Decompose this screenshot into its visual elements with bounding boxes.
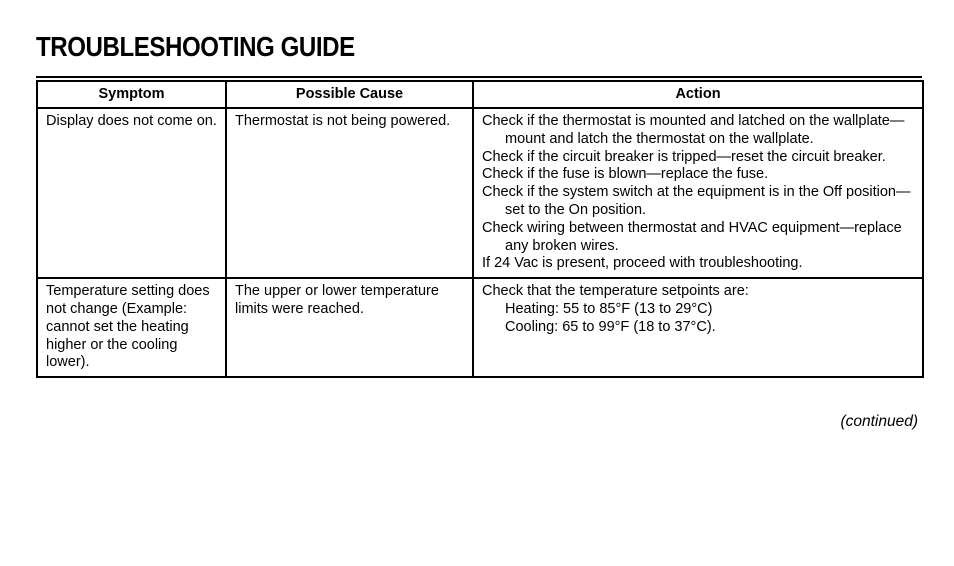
action-sub-item: Cooling: 65 to 99°F (18 to 37°C). (505, 318, 716, 335)
cause-cell: The upper or lower temperature limits were reached. (226, 278, 473, 377)
action-sub-item: Heating: 55 to 85°F (13 to 29°C) (505, 300, 713, 317)
troubleshooting-table (36, 80, 924, 378)
cause-cell: Thermostat is not being powered. (226, 108, 473, 278)
symptom-cell: Temperature setting does not change (Example: cannot set the heating higher or the cooling lower). (37, 278, 226, 377)
table-row (37, 278, 923, 377)
table-header-row (37, 81, 923, 108)
action-item: Check wiring between thermostat and HVAC equipment—replace any broken wires. (482, 219, 902, 254)
header-possible-cause: Possible Cause (226, 81, 473, 108)
continued-note: (continued) (840, 413, 918, 430)
title-rule (36, 76, 922, 78)
action-item: Check that the temperature setpoints are: (482, 283, 749, 300)
symptom-cell: Display does not come on. (37, 108, 226, 278)
header-symptom: Symptom (37, 81, 226, 108)
action-cell (473, 278, 923, 377)
action-item: Check if the fuse is blown—replace the fuse. (482, 166, 769, 183)
action-cell (473, 108, 923, 278)
action-item: Check if the system switch at the equipment is in the Off position—set to the On position. (482, 184, 911, 218)
page-title: TROUBLESHOOTING GUIDE (36, 31, 355, 62)
action-item: If 24 Vac is present, proceed with troubleshooting. (482, 255, 803, 272)
action-item: Check if the thermostat is mounted and latched on the wallplate—mount and latch the thermostat on the wallplate. (482, 113, 905, 147)
header-action: Action (473, 81, 923, 108)
action-item: Check if the circuit breaker is tripped—reset the circuit breaker. (482, 148, 886, 165)
table-row (37, 108, 923, 278)
